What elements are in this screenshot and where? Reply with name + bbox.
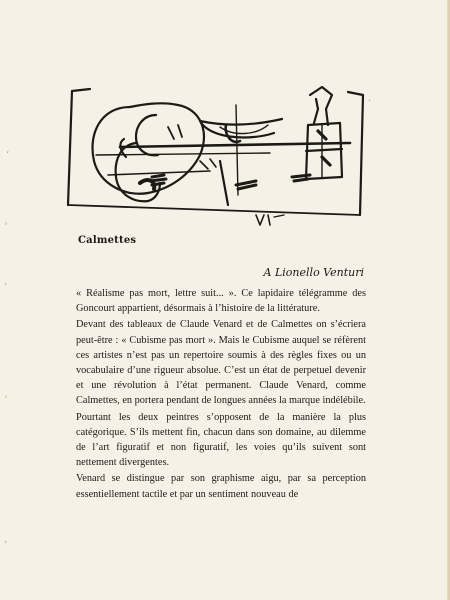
figure-caption: Calmettes [78,235,137,246]
paragraph: « Réalisme pas mort, lettre suit... ». Ce lapidaire télégramme des Goncourt appartient, désormais à l’histoire de la littérature. [76,288,366,315]
margin-stain: ʻ [4,540,8,551]
margin-stain: ʼ [4,222,8,233]
article-body [76,286,366,503]
margin-stain: ʻ [6,150,10,161]
margin-stain: ʻ [4,282,8,293]
margin-stain: ʼ [4,395,8,406]
still-life-drawing [60,65,395,235]
margin-stain: · [368,96,372,107]
paragraph: Devant des tableaux de Claude Venard et de Calmettes on s’écriera peut-être : « Cubisme pas mort ». Mais le Cubisme auquel se réfèrent ces artistes n’est pas un repertoire soumis à des règles fixes ou un vocabulaire d’une rigueur absolue. C’est un état de perpetuel devenir et une révolution à l’état permanent. Claude Venard, comme Calmettes, en portera pendant de longues années la marque indélébile. [76,319,366,407]
paragraph: Venard se distingue par son graphisme aigu, par sa perception essentiellement tactile et par un sentiment nouveau de [76,473,366,500]
paragraph: Pourtant les deux peintres s’opposent de la manière la plus catégorique. S’ils mettent fin, chacun dans son domaine, au dilemme de l’art figuratif et non figuratif, les voies qu’ils suivent sont nettement divergentes. [76,411,366,469]
dedication: A Lionello Venturi [263,266,364,279]
